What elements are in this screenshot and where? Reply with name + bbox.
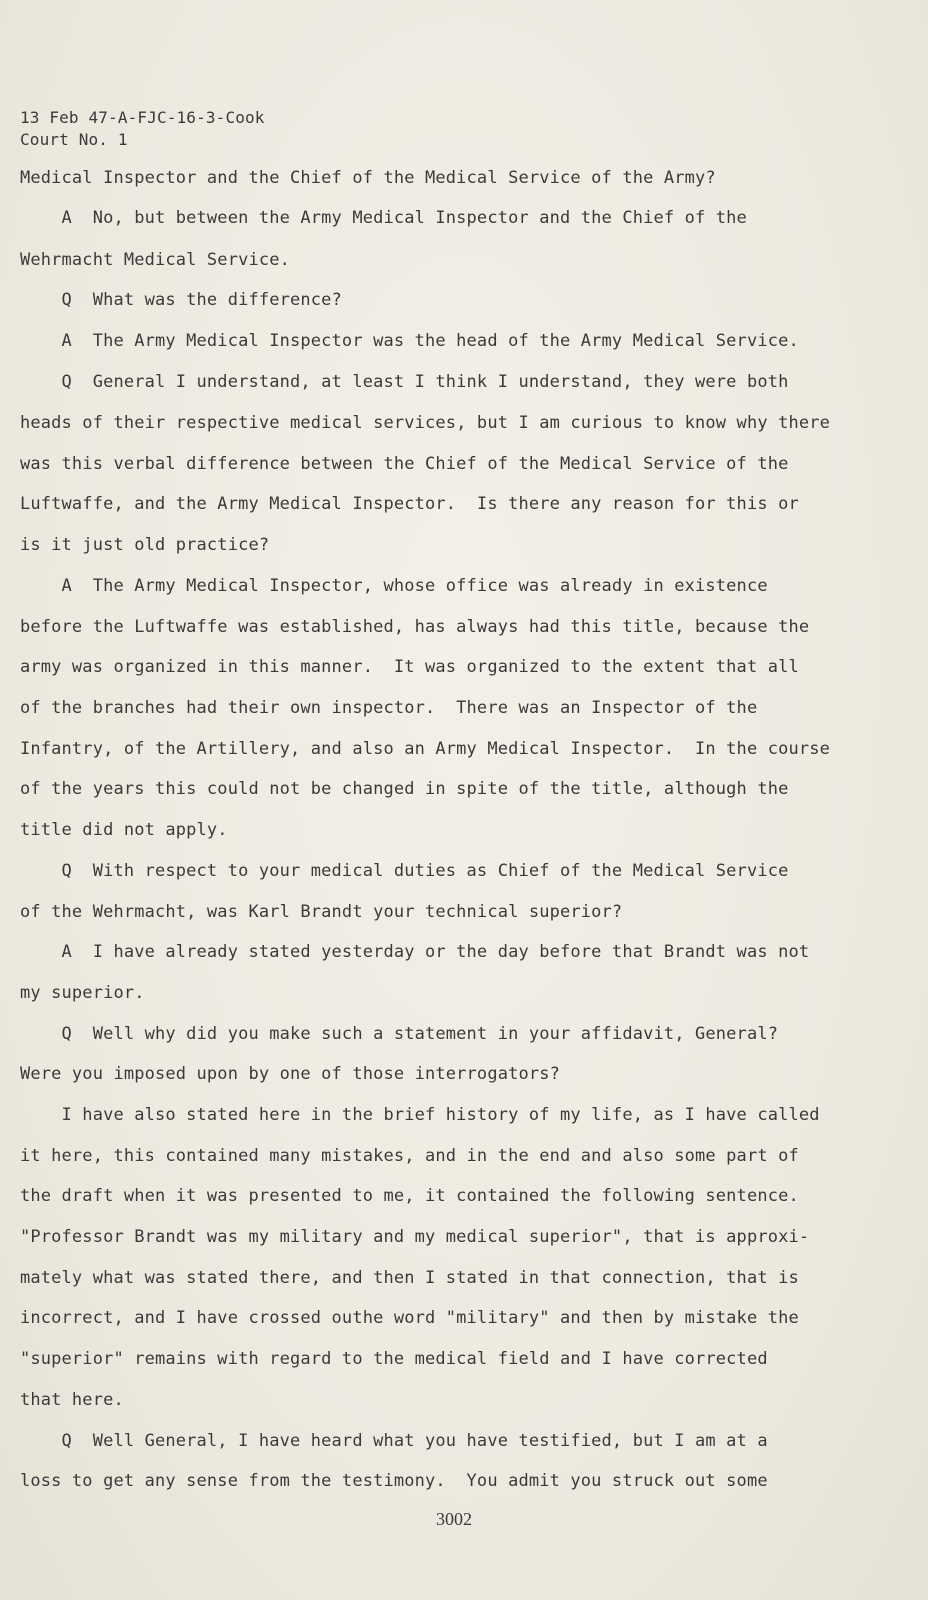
transcript-line: title did not apply. (20, 820, 228, 840)
page-number: 3002 (436, 1509, 472, 1529)
transcript-line: "Professor Brandt was my military and my medical superior", that is approxi- (20, 1227, 810, 1247)
transcript-line: loss to get any sense from the testimony. You admit you struck out some (20, 1471, 768, 1491)
transcript-line: Q With respect to your medical duties as Chief of the Medical Service (20, 861, 789, 881)
transcript-line: Q What was the difference? (20, 290, 342, 310)
transcript-line: it here, this contained many mistakes, and in the end and also some part of (20, 1146, 799, 1166)
transcript-line: "superior" remains with regard to the medical field and I have corrected (20, 1349, 768, 1369)
transcript-line: of the branches had their own inspector. There was an Inspector of the (20, 698, 758, 718)
transcript-line: Q Well General, I have heard what you have testified, but I am at a (20, 1431, 768, 1451)
transcript-line: Q General I understand, at least I think I understand, they were both (20, 372, 789, 392)
transcript-line: that here. (20, 1390, 124, 1410)
transcript-line: was this verbal difference between the Chief of the Medical Service of the (20, 454, 789, 474)
transcript-line: Luftwaffe, and the Army Medical Inspector. Is there any reason for this or (20, 494, 799, 514)
header-court-number: Court No. 1 (20, 130, 128, 149)
transcript-line: I have also stated here in the brief history of my life, as I have called (20, 1105, 820, 1125)
transcript-line: heads of their respective medical services, but I am curious to know why there (20, 413, 831, 433)
transcript-line: of the Wehrmacht, was Karl Brandt your technical superior? (20, 902, 623, 922)
transcript-line: Medical Inspector and the Chief of the Medical Service of the Army? (20, 168, 716, 188)
transcript-line: my superior. (20, 983, 145, 1003)
transcript-line: Wehrmacht Medical Service. (20, 250, 291, 270)
transcript-line: Q Well why did you make such a statement in your affidavit, General? (20, 1024, 779, 1044)
header-case-reference: 13 Feb 47-A-FJC-16-3-Cook (20, 108, 265, 127)
transcript-line: incorrect, and I have crossed outhe word "military" and then by mistake the (20, 1308, 799, 1328)
transcript-line: army was organized in this manner. It was organized to the extent that all (20, 657, 799, 677)
transcript-line: mately what was stated there, and then I stated in that connection, that is (20, 1268, 799, 1288)
transcript-line: A No, but between the Army Medical Inspector and the Chief of the (20, 208, 747, 228)
transcript-line: A The Army Medical Inspector was the head of the Army Medical Service. (20, 331, 799, 351)
transcript-line: before the Luftwaffe was established, has always had this title, because the (20, 617, 810, 637)
transcript-line: A The Army Medical Inspector, whose office was already in existence (20, 576, 768, 596)
transcript-line: is it just old practice? (20, 535, 270, 555)
transcript-line: Infantry, of the Artillery, and also an Army Medical Inspector. In the course (20, 739, 831, 759)
transcript-line: the draft when it was presented to me, it contained the following sentence. (20, 1186, 799, 1206)
transcript-line: of the years this could not be changed in spite of the title, although the (20, 779, 789, 799)
transcript-line: Were you imposed upon by one of those interrogators? (20, 1064, 561, 1084)
transcript-line: A I have already stated yesterday or the day before that Brandt was not (20, 942, 810, 962)
